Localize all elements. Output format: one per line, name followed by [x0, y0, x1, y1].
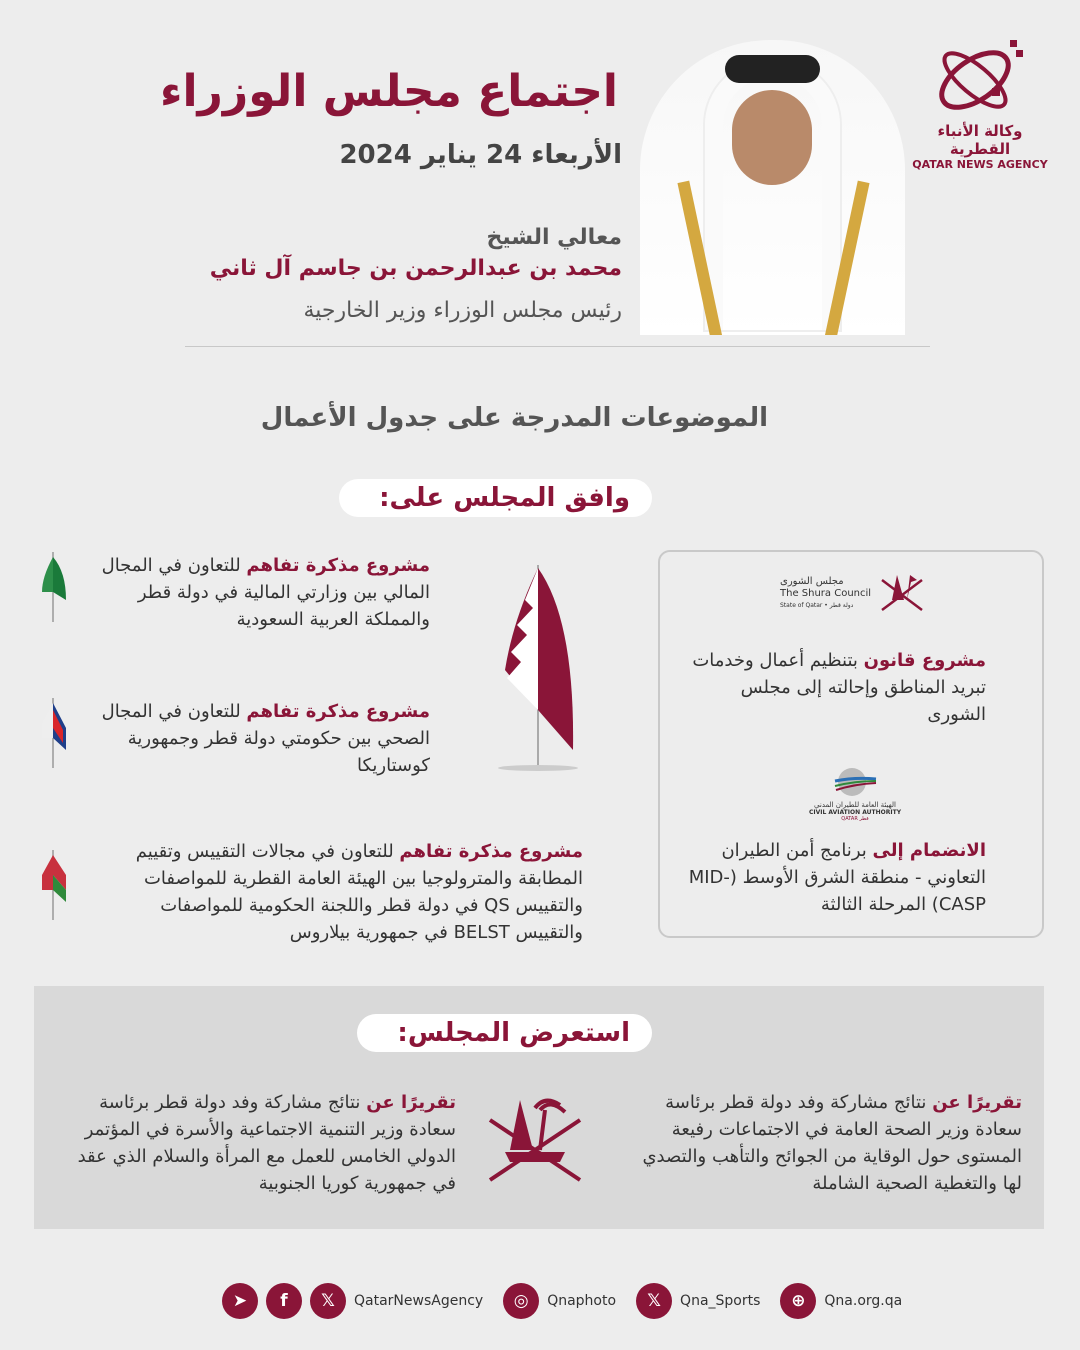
caa-logo-en: CIVIL AVIATION AUTHORITY: [808, 809, 902, 816]
caa-logo-ar: الهيئة العامة للطيران المدني: [814, 801, 896, 809]
telegram-icon[interactable]: ➤: [222, 1283, 258, 1319]
handle-qnaphoto[interactable]: Qnaphoto: [547, 1293, 617, 1309]
qatar-flag-icon: [495, 560, 585, 775]
globe-icon[interactable]: ⊕: [780, 1283, 816, 1319]
caa-logo-sub: QATAR قطر: [841, 816, 869, 822]
reviewed-item: تقريرًا عن نتائج مشاركة وفد دولة قطر برئاسة سعادة وزير الصحة العامة في الاجتماعات رفيعة المستوى حول الوقاية من الجوائح والتأهب والتصدي لها والتغطية الصحية الشاملة: [642, 1092, 1022, 1194]
qna-emblem-icon: [930, 38, 1030, 118]
handle-qatarnewsagency[interactable]: QatarNewsAgency: [354, 1293, 484, 1309]
logo-english: QATAR NEWS AGENCY: [912, 158, 1048, 171]
agenda-title: الموضوعات المدرجة على جدول الأعمال: [260, 403, 768, 433]
footer-social: [222, 1282, 902, 1320]
page-title: اجتماع مجلس الوزراء: [159, 66, 618, 117]
shura-logo-ar: مجلس الشورى: [780, 576, 844, 587]
facebook-icon[interactable]: f: [266, 1283, 302, 1319]
logo-arabic: وكالة الأنباء القطرية: [937, 122, 1023, 158]
reviewed-item: تقريرًا عن نتائج مشاركة وفد دولة قطر برئاسة سعادة وزير التنمية الاجتماعية والأسرة في المؤتمر الدولي الخامس للعمل مع المرأة والسلام الذي عقد في جمهورية كوريا الجنوبية: [77, 1092, 456, 1194]
caa-logo: [800, 767, 910, 822]
approved-item: مشروع مذكرة تفاهم للتعاون في المجال المالي بين وزارتي المالية في دولة قطر والمملكة العربية السعودية: [101, 555, 430, 630]
shura-logo-sub: State of Qatar • دولة قطر: [780, 602, 854, 609]
qna-logo: [910, 38, 1050, 171]
shura-logo-en: The Shura Council: [780, 588, 872, 599]
x-icon[interactable]: 𝕏: [310, 1283, 346, 1319]
shura-logo: [780, 570, 927, 618]
chair-role: رئيس مجلس الوزراء وزير الخارجية: [303, 298, 622, 323]
portrait-photo: [640, 40, 905, 335]
chair-name: محمد بن عبدالرحمن بن جاسم آل ثاني: [209, 256, 622, 281]
divider: [185, 346, 930, 347]
meeting-date: الأربعاء 24 يناير 2024: [339, 140, 622, 170]
caa-globe-icon: [830, 767, 880, 797]
approved-item: مشروع مذكرة تفاهم للتعاون في مجالات التقييس وتقييم المطابقة والمترولوجيا بين الهيئة العامة القطرية للمواصفات والتقييس QS في دولة قطر واللجنة الحكومية للمواصفات والتقييس BELST في جمهورية بيلاروس: [135, 841, 583, 943]
reviewed-heading: استعرض المجلس:: [357, 1014, 652, 1052]
instagram-icon[interactable]: ◎: [503, 1283, 539, 1319]
card-item: الانضمام إلى برنامج أمن الطيران التعاوني - منطقة الشرق الأوسط (MID-CASP) المرحلة الثالثة: [688, 840, 986, 915]
saudi-flag-icon: [38, 552, 68, 622]
costa-rica-flag-icon: [38, 698, 68, 768]
qatar-emblem-icon: [877, 570, 927, 618]
handle-qna-sports[interactable]: Qna_Sports: [680, 1293, 761, 1309]
approved-heading: وافق المجلس على:: [339, 479, 652, 517]
approved-card: [658, 550, 1044, 938]
belarus-flag-icon: [38, 850, 68, 920]
qatar-emblem-icon: [485, 1090, 585, 1195]
x-icon[interactable]: 𝕏: [636, 1283, 672, 1319]
approved-item: مشروع مذكرة تفاهم للتعاون في المجال الصحي بين حكومتي دولة قطر وجمهورية كوستاريكا: [101, 701, 430, 776]
website-link[interactable]: Qna.org.qa: [824, 1293, 903, 1309]
honorific: معالي الشيخ: [486, 225, 622, 250]
card-item: مشروع قانون بتنظيم أعمال وخدمات تبريد المناطق وإحالته إلى مجلس الشورى: [692, 650, 986, 725]
